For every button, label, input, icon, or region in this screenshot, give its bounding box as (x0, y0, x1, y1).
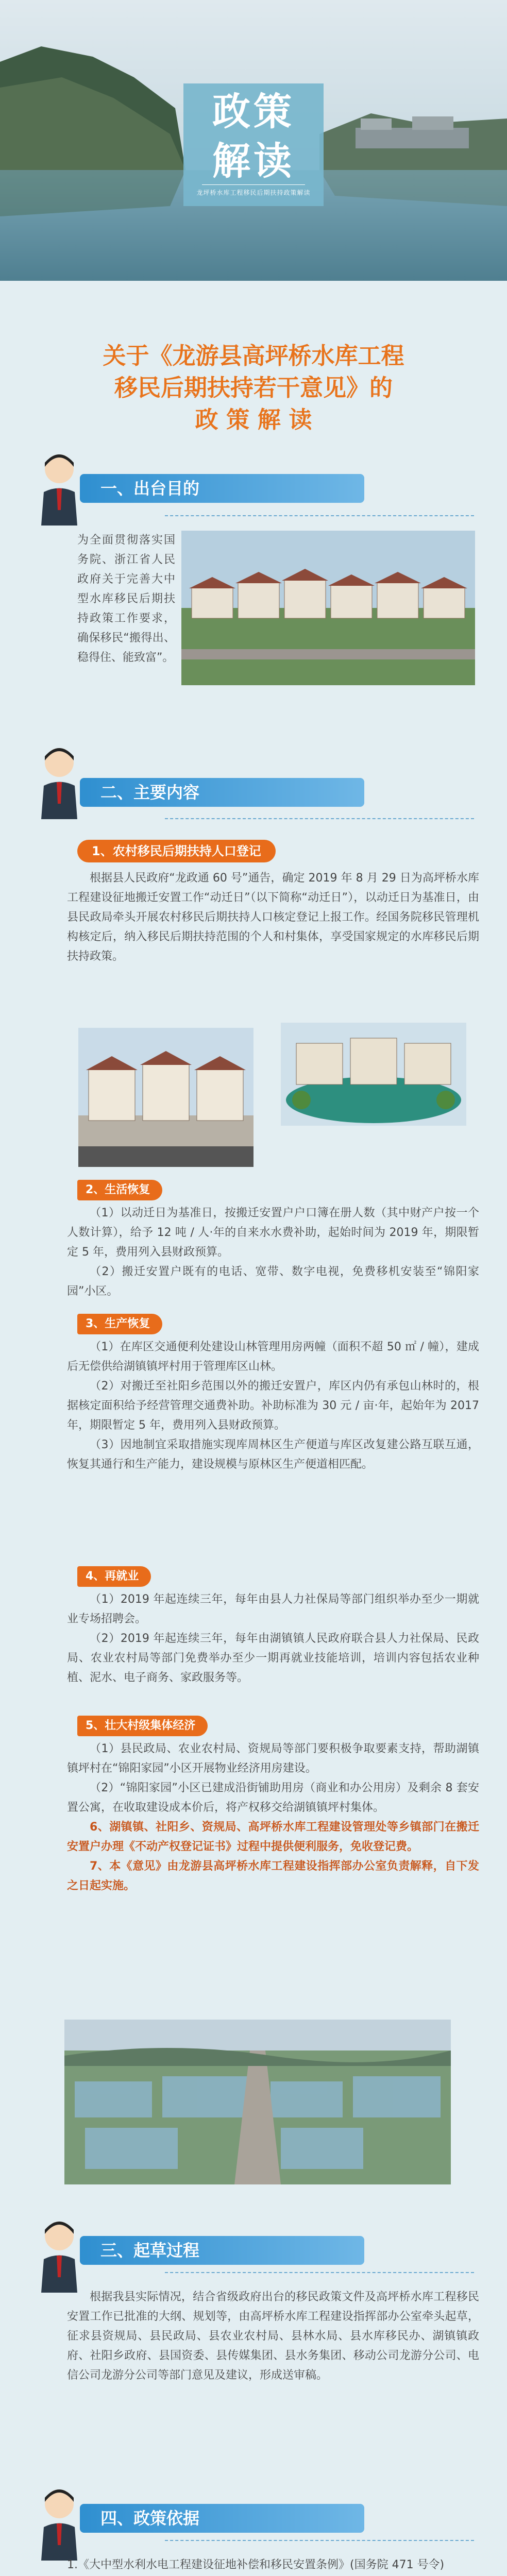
section4-list (67, 2555, 479, 2576)
item4-paragraph-1: （1）2019 年起连续三年，每年由县人力社保局等部门组织举办至少一期就业专场招聘会。 (67, 1593, 479, 1625)
item4-paragraph-2: （2）2019 年起连续三年，每年由湖镇镇人民政府联合县人力社保局、民政局、农业农村局等部门免费举办至少一期再就业技能培训，培训内容包括农业种植、泥水、电子商务、家政服务等。 (67, 1632, 479, 1684)
resettlement-houses-photo (181, 531, 475, 685)
title-line2: 解读 (212, 139, 295, 183)
item3-paragraph-2: （2）对搬迁至社阳乡范围以外的搬迁安置户，库区内仍有承包山林时的，根据核定面积给予经营管理交通费补助。补助标准为 30 元 / 亩·年，起始年为 2017 年，期限暂定 5 年，费用列入县财政预算。 (67, 1380, 479, 1432)
item1-text (67, 869, 479, 967)
title-badge (183, 83, 324, 206)
item5-paragraph-2: （2）“锦阳家园”小区已建成沿街铺助用房（商业和办公用房）及剩余 8 套安置公寓，在收取建设成本价后，将产权移交给湖镇镇坪村集体。 (67, 1782, 479, 1814)
title-line: 移民后期扶持若干意见》的 (114, 374, 393, 401)
section-heading-purpose: 一、出台目的 (80, 474, 364, 503)
housing-complex-photo (78, 1028, 254, 1167)
section-heading-drafting: 三、起草过程 (80, 2236, 364, 2265)
title-line1: 政策 (212, 90, 295, 134)
page-title (0, 340, 507, 436)
divider (202, 184, 305, 185)
section-heading-basis: 四、政策依据 (80, 2504, 364, 2533)
title-line: 关于《龙游县高坪桥水库工程 (103, 342, 404, 369)
purpose-paragraph: 为全面贯彻落实国务院、浙江省人民政府关于完善大中型水库移民后期扶持政策工作要求，确保移民“搬得出、稳得住、能致富”。 (77, 534, 175, 664)
title-line: 政 策 解 读 (195, 406, 312, 433)
item5-text (67, 1739, 479, 1896)
divider (165, 2272, 474, 2273)
basis-list-item: 1.《大中型水利水电工程建设征地补偿和移民安置条例》(国务院 471 号令) (67, 2558, 445, 2571)
item-label-population-registration: 1、农村移民后期扶持人口登记 (77, 840, 276, 862)
presenter-avatar-icon (31, 742, 88, 819)
presenter-avatar-icon (31, 2215, 88, 2293)
section3-text (67, 2287, 479, 2385)
aerial-fields-photo (64, 2020, 451, 2184)
header-subtitle: 龙坪桥水库工程移民后期扶持政策解读 (196, 189, 311, 196)
item3-paragraph-3: （3）因地制宜采取措施实现库周林区生产便道与库区改复建公路互联互通，恢复其通行和生产能力，建设规模与原林区生产便道相匹配。 (67, 1438, 479, 1471)
item-label-livelihood: 2、生活恢复 (77, 1180, 162, 1200)
item-label-reemployment: 4、再就业 (77, 1566, 151, 1587)
section-heading-content: 二、主要内容 (80, 778, 364, 807)
item5-paragraph-1: （1）县民政局、农业农村局、资规局等部门要积极争取要素支持，帮助湖镇镇坪村在“锦阳家园”小区开展物业经济用房建设。 (67, 1742, 479, 1775)
item-label-collective-economy: 5、壮大村级集体经济 (77, 1716, 208, 1736)
item-label-production: 3、生产恢复 (77, 1314, 162, 1334)
item2-text (67, 1204, 479, 1301)
item1-paragraph: 根据县人民政府“龙政通 60 号”通告，确定 2019 年 8 月 29 日为高坪桥水库工程建设征地搬迁安置工作“动迁日”（以下简称“动迁日”），以动迁日为基准日，由县民政局牵头开展农村移民后期扶持人口核定登记上报工作。经国务院移民管理机构核定后，纳入移民后期扶持范围的个人和村集体，享受国家规定的水库移民后期扶持政策。 (67, 872, 479, 963)
item2-paragraph-1: （1）以动迁日为基准日，按搬迁安置户户口簿在册人数（其中财产户按一个人数计算），给予 12 吨 / 人·年的自来水水费补助，起始时间为 2019 年，期限暂定 5 年，费用列入县财政预算。 (67, 1207, 479, 1259)
presenter-avatar-icon (31, 448, 88, 526)
item6-paragraph: 6、湖镇镇、社阳乡、资规局、高坪桥水库工程建设管理处等乡镇部门在搬迁安置户办理《不动产权登记证书》过程中提供便利服务，免收登记费。 (67, 1821, 479, 1853)
item4-text (67, 1590, 479, 1688)
presenter-avatar-icon (31, 2483, 88, 2561)
drafting-paragraph: 根据我县实际情况，结合省级政府出台的移民政策文件及高坪桥水库工程移民安置工作已批准的大纲、规划等，由高坪桥水库工程建设指挥部办公室牵头起草，征求县资规局、县民政局、县农业农村局、县林水局、县水库移民办、湖镇镇政府、社阳乡政府、县国资委、县传媒集团、县水务集团、移动公司龙游分公司、电信公司龙游分公司等部门意见及建议，形成送审稿。 (67, 2291, 479, 2382)
section1-text (77, 531, 175, 668)
item2-paragraph-2: （2）搬迁安置户既有的电话、宽带、数字电视，免费移机安装至“锦阳家园”小区。 (67, 1265, 479, 1298)
item3-text (67, 1337, 479, 1475)
item7-paragraph: 7、本《意见》由龙游县高坪桥水库工程建设指挥部办公室负责解释，自下发之日起实施。 (67, 1860, 479, 1892)
community-square-photo (281, 1023, 466, 1126)
header-banner (0, 0, 507, 281)
item3-paragraph-1: （1）在库区交通便利处建设山林管理用房两幢（面积不超 50 ㎡ / 幢），建成后无偿供给湖镇镇坪村用于管理库区山林。 (67, 1341, 479, 1373)
divider (165, 515, 474, 516)
divider (165, 2540, 474, 2541)
divider (165, 818, 474, 819)
